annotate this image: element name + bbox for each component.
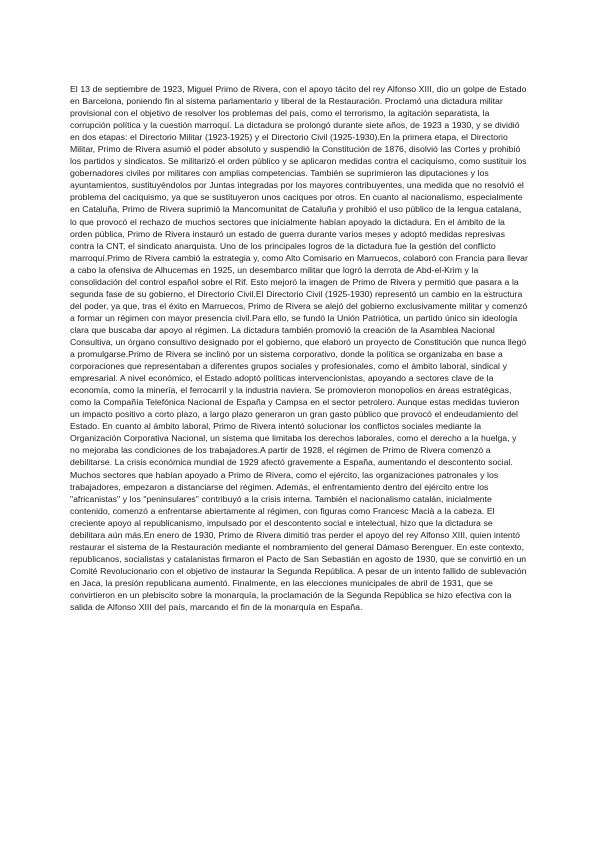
- body-paragraph: El 13 de septiembre de 1923, Miguel Primo de Rivera, con el apoyo tácito del rey Alfonso XIII, dio un golpe de Estado en Barcelona, poniendo fin al sistema parlamentario y liberal de la Restauración. Proclamó una dictadura militar provisional con el objetivo de resolver los problemas del país, como el terrorismo, la agitación separatista, la corrupción política y la cuestión marroquí. La dictadura se prolongó durante siete años, de 1923 a 1930, y se dividió en dos etapas: el Directorio Militar (1923-1925) y el Directorio Civil (1925-1930).En la primera etapa, el Directorio Militar, Primo de Rivera asumió el poder absoluto y suspendió la Constitución de 1876, disolvió las Cortes y prohibió los partidos y sindicatos. Se militarizó el orden público y se aplicaron medidas contra el caciquismo, como sustituir los gobernadores civiles por militares con amplias competencias. También se suprimieron las diputaciones y los ayuntamientos, sustituyéndolos por Juntas integradas por los mayores contribuyentes, una medida que no resolvió el problema del caciquismo, ya que se sustituyeron unos caciques por otros. En cuanto al nacionalismo, especialmente en Cataluña, Primo de Rivera suprimió la Mancomunitat de Cataluña y prohibió el uso público de la lengua catalana, lo que provocó el rechazo de muchos sectores que inicialmente habían apoyado la dictadura. En el ámbito de la orden pública, Primo de Rivera instauró un estado de guerra durante varios meses y adoptó medidas represivas contra la CNT, el sindicato anarquista. Uno de los principales logros de la dictadura fue la gestión del conflicto marroquí.Primo de Rivera cambió la estrategia y, como Alto Comisario en Marruecos, colaboró con Francia para llevar a cabo la ofensiva de Alhucemas en 1925, un desembarco militar que logró la derrota de Abd-el-Krim y la consolidación del control español sobre el Rif. Esto mejoró la imagen de Primo de Rivera y permitió que pasara a la segunda fase de su gobierno, el Directorio Civil.El Directorio Civil (1925-1930) representó un cambio en la estructura del poder, ya que, tras el éxito en Marruecos, Primo de Rivera se alejó del gobierno exclusivamente militar y comenzó a formar un régimen con mayor presencia civil.Para ello, se fundó la Unión Patriótica, un partido único sin ideología clara que buscaba dar apoyo al régimen. La dictadura también promovió la creación de la Asamblea Nacional Consultiva, un órgano consultivo designado por el gobierno, que elaboró un proyecto de Constitución que nunca llegó a promulgarse.Primo de Rivera se inclinó por un sistema corporativo, donde la política se organizaba en base a corporaciones que representaban a diferentes grupos sociales y profesionales, como el ámbito laboral, sindical y empresarial. A nivel económico, el Estado adoptó políticas intervencionistas, apoyando a sectores clave de la economía, como la minería, el ferrocarril y la industria naviera. Se promovieron monopolios en áreas estratégicas, como la Compañía Telefónica Nacional de España y Campsa en el sector petrolero. Aunque estas medidas tuvieron un impacto positivo a corto plazo, a largo plazo generaron un gran gasto público que provocó el endeudamiento del Estado. En cuanto al ámbito laboral, Primo de Rivera intentó solucionar los conflictos sociales mediante la Organización Corporativa Nacional, un sistema que limitaba los derechos laborales, como el derecho a la huelga, y no mejoraba las condiciones de los trabajadores.A partir de 1928, el régimen de Primo de Rivera comenzó a debilitarse. La crisis económica mundial de 1929 afectó gravemente a España, aumentando el descontento social. Muchos sectores que habían apoyado a Primo de Rivera, como el ejército, las organizaciones patronales y los trabajadores, empezaron a distanciarse del régimen. Además, el enfrentamiento dentro del ejército entre los "africanistas" y los "peninsulares" contribuyó a la crisis interna. También el nacionalismo catalán, inicialmente contenido, comenzó a enfrentarse abiertamente al régimen, con figuras como Francesc Macià a la cabeza. El creciente apoyo al republicanismo, impulsado por el descontento social e intelectual, hizo que la dictadura se debilitara aún más.En enero de 1930, Primo de Rivera dimitió tras perder el apoyo del rey Alfonso XIII, quien intentó restaurar el sistema de la Restauración mediante el nombramiento del general Dámaso Berenguer. En este contexto, republicanos, socialistas y catalanistas firmaron el Pacto de San Sebastián en agosto de 1930, que se convirtió en un Comité Revolucionario con el objetivo de instaurar la Segunda República. A pesar de un intento fallido de sublevación en Jaca, la presión republicana aumentó. Finalmente, en las elecciones municipales de abril de 1931, que se convirtieron en un plebiscito sobre la monarquía, la proclamación de la Segunda República se hizo efectiva con la salida de Alfonso XIII del país, marcando el fin de la monarquía en España.: [70, 84, 528, 613]
